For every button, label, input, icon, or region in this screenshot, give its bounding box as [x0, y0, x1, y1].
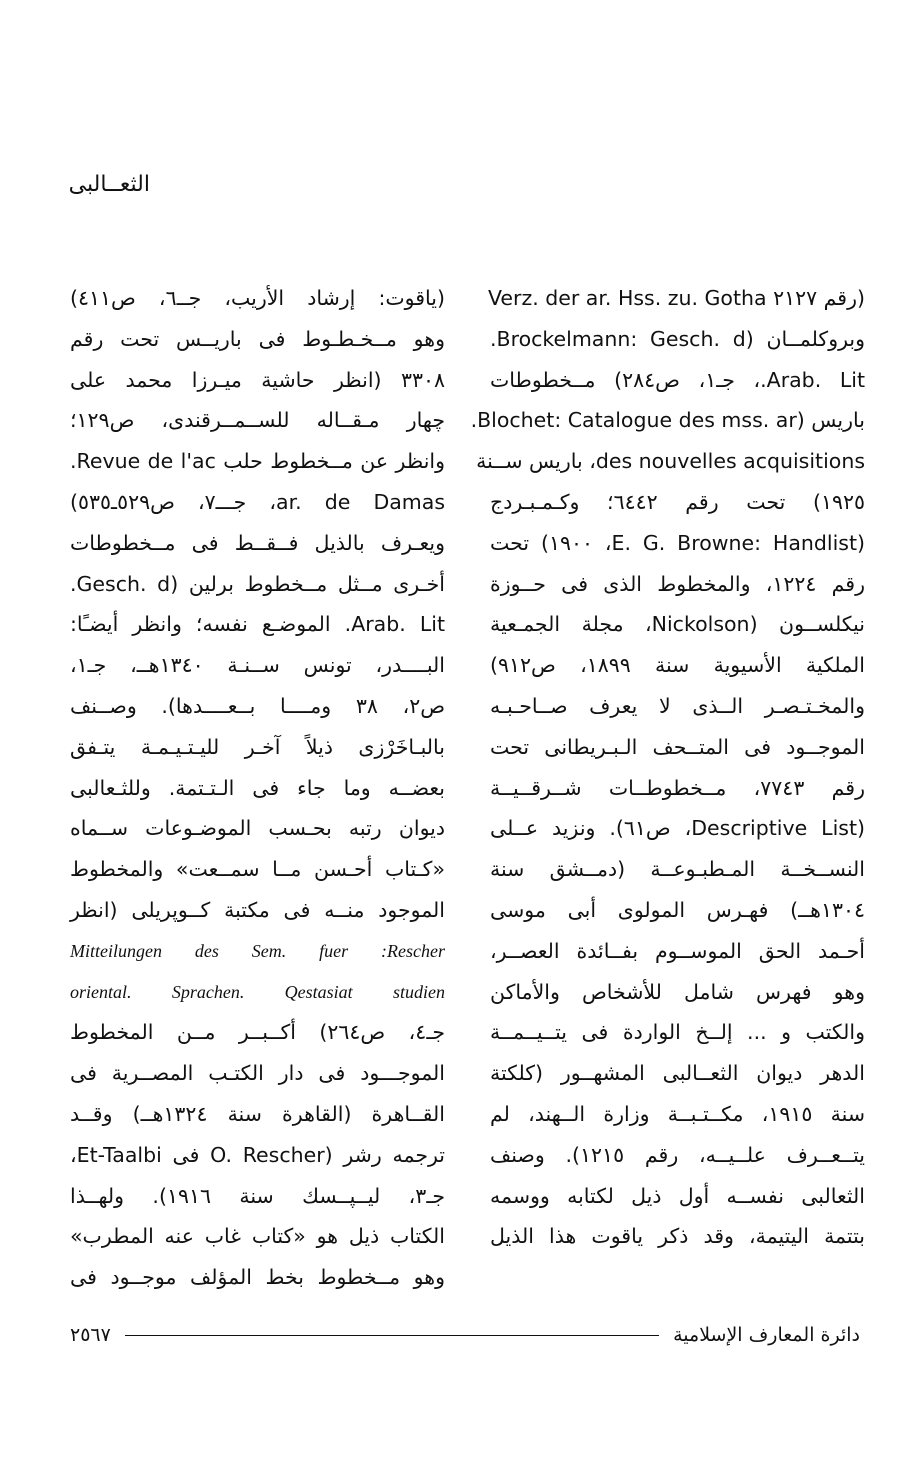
text-line: النســخــة المـطبـوعــة (دمــشق سنة: [490, 857, 865, 882]
text-line: چهار مـقــاله للســمــرقندى، ص١٢٩؛: [70, 408, 445, 433]
text-line: بالبـاخَرْزى ذيلاً آخـر لليـتـيـمـة يتـفق: [70, 734, 445, 759]
text-line: الدهر ديوان الثعــالبى المشهــور (كلكتة: [490, 1061, 865, 1086]
footer-rule: [125, 1335, 659, 1336]
text-line: يتــعــرف علــيــه، رقم ١٢١٥). وصنف: [490, 1142, 866, 1167]
latin-line: Mitteilungen des Sem. fuer :Rescher: [70, 940, 445, 961]
text-line: وهو مــخطوط بخط المؤلف موجــود فى: [70, 1265, 445, 1290]
page-footer: [70, 1320, 860, 1350]
text-line: Arab. Lit. الموضـع نفسه؛ وانظر أيضـًا:: [70, 612, 445, 637]
text-line: الموجود منــه فى مكتبة كــوپريلى (انظر: [70, 897, 445, 922]
text-line: الموجــود فى المتــحف الـبـريطانى تحت: [490, 734, 865, 759]
text-line: ar. de Damas، جـــ٧، ص٥٢٩ـ٥٣٥): [70, 489, 446, 514]
text-line: الموجـــود فى دار الكتـب المصــرية فى: [70, 1061, 445, 1086]
text-line: (ياقوت: إرشاد الأريب، جــ٦، ص٤١١): [70, 286, 445, 310]
text-line: des nouvelles acquisitions، باريس ســنة: [476, 449, 865, 474]
text-line: ٣٣٠٨ (انظر حاشية ميـرزا محمد على: [70, 367, 445, 392]
text-line: باريس (Blochet: Catalogue des mss. ar.: [470, 408, 865, 433]
text-line: والكتب و ... إلــخ الواردة فى يتــيــمــة: [490, 1020, 865, 1045]
text-line: وبروكلمــان (Brockelmann: Gesch. d.: [490, 326, 866, 351]
text-line: وهو فهرس شامل للأشخاص والأماكن: [490, 979, 865, 1004]
text-line: (رقم ٢١٢٧ Verz. der ar. Hss. zu. Gotha: [487, 286, 865, 310]
running-head: الثعــالبى: [68, 172, 150, 197]
text-line: (E. G. Browne: Handlist، ١٩٠٠) تحت: [490, 530, 865, 555]
text-line: البــــدر، تونس ســنـة ١٣٤٠هــ، جـ١،: [70, 653, 445, 678]
text-line: «كـتاب أحـسن مــا سمــعت» والمخطوط: [70, 857, 445, 882]
text-line: (Descriptive List، ص٦١). ونزيد عــلى: [490, 816, 865, 841]
text-line: بعضــه وما جاء فى الـتـتمة. وللثـعالبى: [70, 775, 445, 800]
text-line: بتتمة اليتيمة، وقد ذكر ياقوت هذا الذيل: [490, 1224, 865, 1249]
text-line: Arab. Lit.، جـ١، ص٢٨٤) مــخطوطات: [490, 367, 865, 392]
text-line: رقم ١٢٢٤، والمخطوط الذى فى حــوزة: [490, 571, 865, 596]
text-line: الملكية الأسيوية سنة ١٨٩٩، ص٩١٢): [490, 653, 865, 678]
text-line: الكتاب ذيل هو «كتاب غاب عنه المطرب»: [70, 1224, 445, 1249]
text-line: والمخـتـصـر الــذى لا يعرف صــاحـبـه: [490, 693, 865, 718]
text-line: ص٢، ٣٨ ومــــا بــعــــدها). وصــنف: [70, 693, 445, 718]
text-line: ترجمه رشر (O. Rescher فى Et-Taalbi،: [70, 1142, 446, 1167]
page-number: ٢٥٦٧: [70, 1324, 111, 1346]
text-line: رقم ٧٧٤٣، مــخطوطــات شــرقــيــة: [490, 775, 865, 800]
left-column: [70, 278, 445, 1298]
text-line: وانظر عن مــخطوط حلب Revue de l'ac.: [70, 449, 445, 474]
text-line: الثعالبى نفســه أول ذيل لكتابه ووسمه: [490, 1183, 865, 1208]
text-line: ويعـرف بالذيل فــقــط فى مــخطوطات: [70, 530, 445, 555]
text-line: سنة ١٩١٥، مكــتـبــة وزارة الــهند، لم: [490, 1101, 866, 1126]
text-line: أحـمد الحق الموســوم بفــائدة العصــر،: [490, 938, 865, 963]
text-line: ١٣٠٤هــ) فهـرس المولوى أبى موسى: [490, 897, 865, 922]
text-line: ١٩٢٥) تحت رقم ٦٤٤٢؛ وكـمـبـردج: [490, 489, 866, 514]
text-line: جـ٣، ليــپــسك سنة ١٩١٦). ولهــذا: [70, 1183, 445, 1208]
text-line: نيكلســون (Nickolson، مجلة الجمـعية: [490, 612, 865, 637]
text-line: القــاهرة (القاهرة سنة ١٣٢٤هــ) وقــد: [70, 1101, 445, 1126]
text-line: وهو مــخـطـوط فى باريــس تحت رقم: [70, 326, 445, 351]
right-column: [470, 278, 866, 1257]
text-line: أخـرى مــثل مــخطوط برلين (Gesch. d.: [70, 571, 445, 596]
footer-title: دائرة المعارف الإسلامية: [673, 1324, 860, 1346]
latin-line: oriental. Sprachen. Qestasiat studien: [70, 981, 445, 1002]
text-line: ديوان رتبه بحـسب الموضـوعات ســماه: [70, 816, 445, 841]
text-line: جـ٤، ص٢٦٤) أكــبــر مــن المخطوط: [70, 1020, 445, 1045]
